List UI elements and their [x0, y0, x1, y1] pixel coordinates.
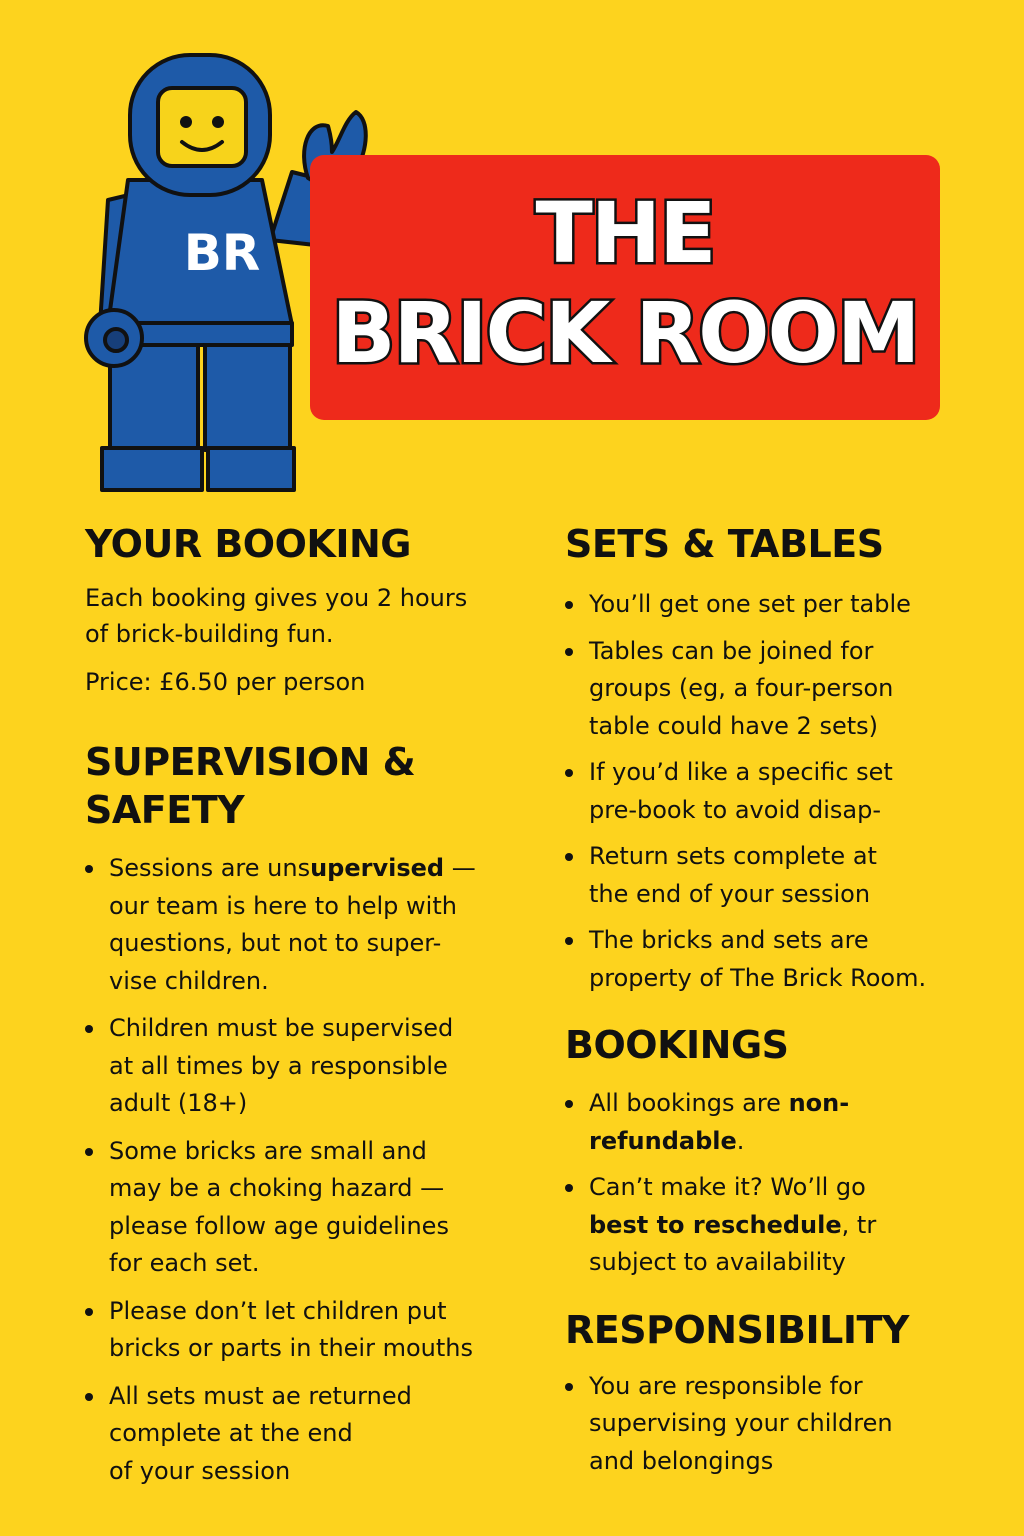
bullet-line: bricks or parts in their mouths	[109, 1334, 473, 1362]
booking-line-2: of brick-building fun.	[85, 620, 334, 648]
bullet-line: You are responsible for	[589, 1371, 863, 1400]
list-item	[85, 1378, 515, 1491]
bullet-line: Please don’t let children put	[109, 1296, 447, 1325]
bullet-line: If you’d like a specific set	[589, 758, 893, 786]
bullet-line: table could have 2 sets)	[589, 711, 878, 740]
bullet-line: please follow age guidelines	[109, 1211, 449, 1240]
list-item	[565, 586, 965, 624]
list-item	[85, 1010, 515, 1123]
page-title	[310, 183, 940, 383]
bullet-text: Sessions are uns	[109, 854, 311, 882]
bullet-line: adult (18+)	[109, 1089, 248, 1117]
bullet-line: Some bricks are small and	[109, 1136, 427, 1165]
bullet-line: of your session	[109, 1456, 291, 1485]
bullet-line: Can’t make it? Wo’ll go	[589, 1173, 866, 1201]
title-line-2: BRICK ROOM	[331, 284, 919, 382]
list-item	[565, 922, 965, 997]
right-leg	[205, 345, 290, 450]
bullet-bold-text: upervised	[310, 854, 445, 882]
title-line-1: THE	[535, 184, 715, 282]
sets-tables-list	[565, 586, 965, 997]
supervision-heading-line-2: SAFETY	[85, 788, 245, 832]
bullet-line: All sets must ae returned	[109, 1381, 412, 1410]
responsibility-list	[565, 1368, 965, 1481]
list-item	[565, 1169, 965, 1282]
bullet-line	[589, 1085, 965, 1123]
right-column	[565, 520, 965, 1480]
list-item	[565, 838, 965, 913]
bullet-line: may be a choking hazard —	[109, 1174, 445, 1202]
list-item	[85, 850, 515, 1000]
bullet-line	[589, 1207, 965, 1245]
face	[158, 88, 246, 166]
bullet-line: subject to availability	[589, 1248, 846, 1276]
price-text: Price: £6.50 per person	[85, 668, 366, 696]
list-item	[565, 633, 965, 746]
chest-logo: BR	[183, 224, 261, 282]
list-item	[565, 754, 965, 829]
supervision-list	[85, 850, 515, 1490]
list-item	[565, 1085, 965, 1160]
bullet-text: , tr	[841, 1210, 877, 1239]
bullet-bold-text: refundable	[589, 1126, 737, 1155]
bullet-line: Return sets complete at	[589, 842, 877, 870]
bullet-line: supervising your children	[589, 1409, 893, 1437]
list-item	[565, 1368, 965, 1481]
bullet-bold-text: best to reschedule	[589, 1210, 842, 1239]
bullet-line: and belongings	[589, 1446, 774, 1475]
bullet-line: property of The Brick Room.	[589, 963, 927, 992]
bookings-list	[565, 1085, 965, 1282]
supervision-heading	[85, 738, 515, 834]
left-column	[85, 520, 515, 1490]
bullet-line: pre-book to avoid disap-	[589, 795, 881, 824]
your-booking-heading: YOUR BOOKING	[85, 522, 411, 566]
bullet-line: questions, but not to super-	[109, 929, 442, 957]
bookings-heading: BOOKINGS	[565, 1023, 789, 1067]
bullet-line: at all times by a responsible	[109, 1051, 448, 1080]
bullet-line	[109, 850, 515, 888]
bullet-line: the end of your session	[589, 879, 871, 908]
bullet-text: —	[444, 854, 476, 882]
bullet-line: Tables can be joined for	[589, 636, 874, 665]
bullet-line	[589, 1123, 965, 1161]
bullet-line: for each set.	[109, 1249, 260, 1277]
bullet-line: our team is here to help with	[109, 891, 457, 920]
responsibility-heading: RESPONSIBILITY	[565, 1307, 909, 1352]
supervision-heading-line-1: SUPERVISION &	[85, 740, 416, 784]
right-foot	[208, 448, 294, 490]
left-foot	[102, 448, 202, 490]
bullet-line: You’ll get one set per table	[589, 590, 911, 618]
bullet-line: groups (eg, a four-person	[589, 674, 894, 702]
bullet-line: vise children.	[109, 966, 269, 995]
list-item	[85, 1133, 515, 1283]
title-banner	[310, 155, 940, 420]
your-booking-text	[85, 580, 515, 700]
bullet-line: The bricks and sets are	[589, 926, 869, 954]
bullet-line: complete at the end	[109, 1419, 353, 1447]
sets-tables-heading: SETS & TABLES	[565, 522, 884, 566]
list-item	[85, 1293, 515, 1368]
bullet-line: Children must be supervised	[109, 1014, 454, 1042]
bullet-text: .	[736, 1126, 745, 1155]
bullet-bold-text: non-	[788, 1089, 850, 1117]
bullet-text: All bookings are	[589, 1089, 789, 1117]
booking-line-1: Each booking gives you 2 hours	[85, 584, 468, 612]
